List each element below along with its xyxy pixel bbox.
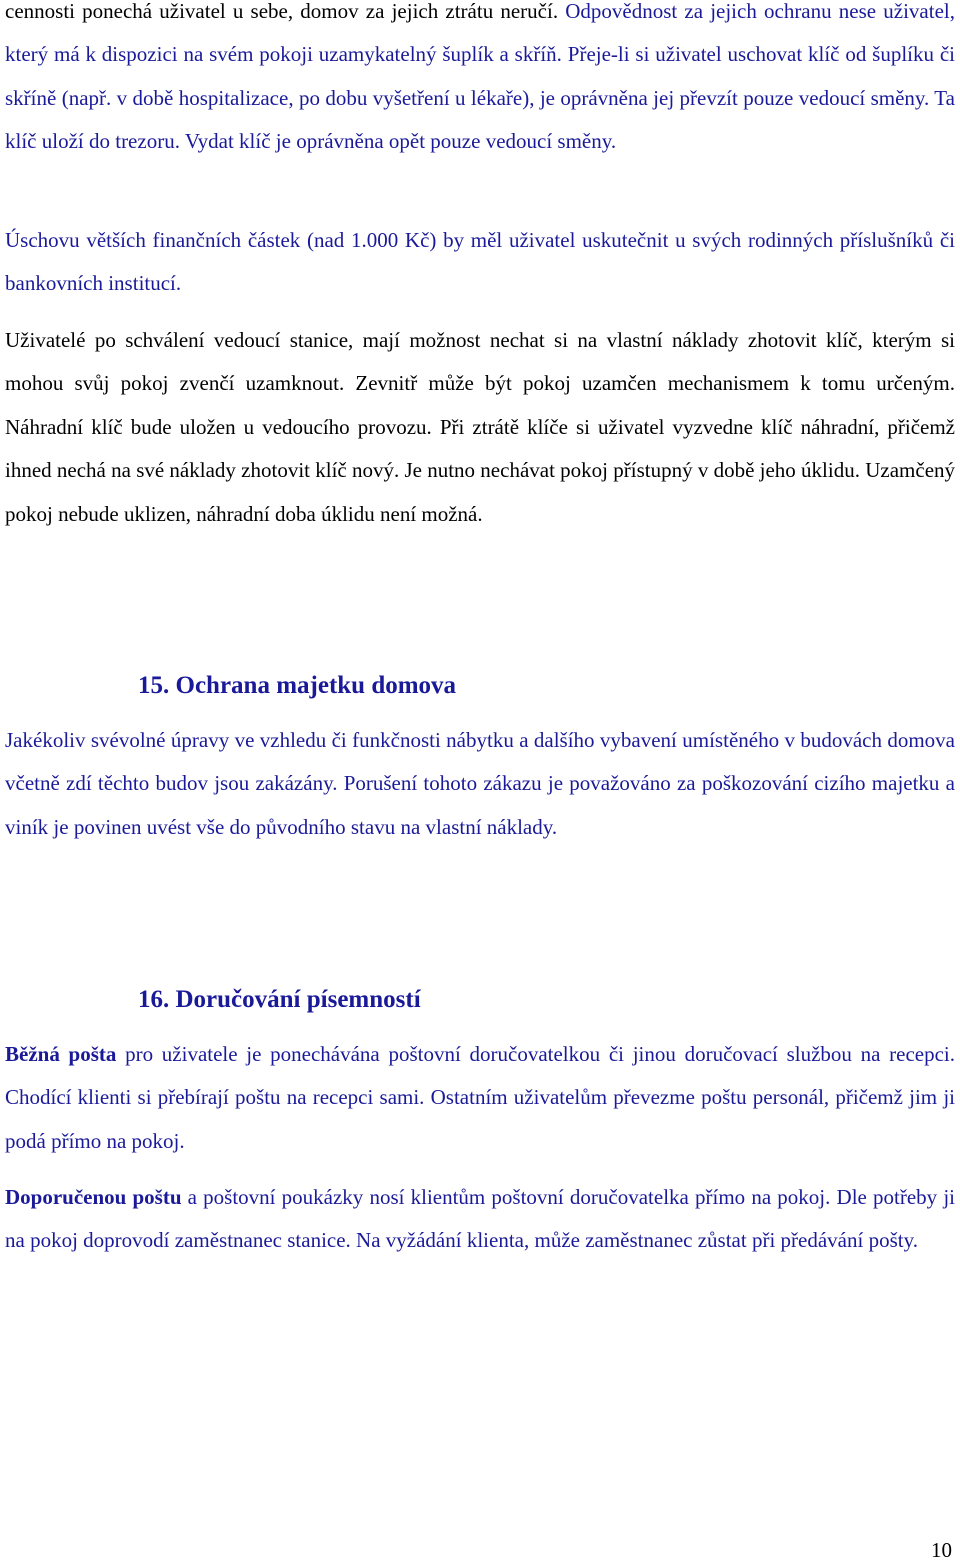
regular-mail-label: Běžná pošta <box>5 1042 117 1066</box>
section-15-title: Ochrana majetku domova <box>175 672 457 699</box>
section-15-number: 15. <box>138 672 170 699</box>
registered-mail-paragraph <box>5 1176 955 1263</box>
section-16-heading <box>138 984 421 1016</box>
regular-mail-text: pro uživatele je ponechávána poštovní doručovatelkou či jinou doručovací službou na recepci. Chodící klienti si přebírají poštu na recepci sami. Ostatním uživatelům převezme poštu personál, přičemž jim ji podá přímo na pokoj. <box>5 1042 955 1153</box>
page-number: 10 <box>931 1538 952 1562</box>
valuables-paragraph <box>5 0 955 164</box>
section-16-number: 16. <box>138 986 170 1013</box>
valuables-text-black: cennosti ponechá uživatel u sebe, domov za jejich ztrátu neručí. <box>5 0 566 23</box>
section-16-title: Doručování písemností <box>175 986 421 1013</box>
section-15-paragraph: Jakékoliv svévolné úpravy ve vzhledu či funkčnosti nábytku a dalšího vybavení umístěného v budovách domova včetně zdí těchto budov jsou zakázány. Porušení tohoto zákazu je považováno za poškozování cizího majetku a viník je povinen uvést vše do původního stavu na vlastní náklady. <box>5 728 955 839</box>
valuables-text-blue: Odpovědnost za jejich ochranu nese uživatel, který má k dispozici na svém pokoji uzamykatelný šuplík a skříň. Přeje-li si uživatel uschovat klíč od šuplíku či skříně (např. v době hospitalizace, po dobu vyšetření u lékaře), je oprávněna jej převzít pouze vedoucí směny. Ta klíč uloží do trezoru. Vydat klíč je oprávněna opět pouze vedoucí směny. <box>5 0 955 154</box>
registered-mail-label: Doporučenou poštu <box>5 1185 182 1209</box>
registered-mail-text: a poštovní poukázky nosí klientům poštovní doručovatelka přímo na pokoj. Dle potřeby ji na pokoj doprovodí zaměstnanec stanice. Na vyžádání klienta, může zaměstnanec zůstat při předávání pošty. <box>5 1185 955 1253</box>
cash-storage-paragraph: Úschovu větších finančních částek (nad 1.000 Kč) by měl uživatel uskutečnit u svých rodinných příslušníků či bankovních institucí. <box>5 228 955 296</box>
section-15-heading <box>138 670 456 702</box>
room-key-paragraph: Uživatelé po schválení vedoucí stanice, mají možnost nechat si na vlastní náklady zhotovit klíč, kterým si mohou svůj pokoj zvenčí uzamknout. Zevnitř může být pokoj uzamčen mechanismem k tomu určeným. Náhradní klíč bude uložen u vedoucího provozu. Při ztrátě klíče si uživatel vyzvedne klíč náhradní, přičemž ihned nechá na své náklady zhotovit klíč nový. Je nutno nechávat pokoj přístupný v době jeho úklidu. Uzamčený pokoj nebude uklizen, náhradní doba úklidu není možná. <box>5 328 956 526</box>
regular-mail-paragraph <box>5 1033 955 1163</box>
